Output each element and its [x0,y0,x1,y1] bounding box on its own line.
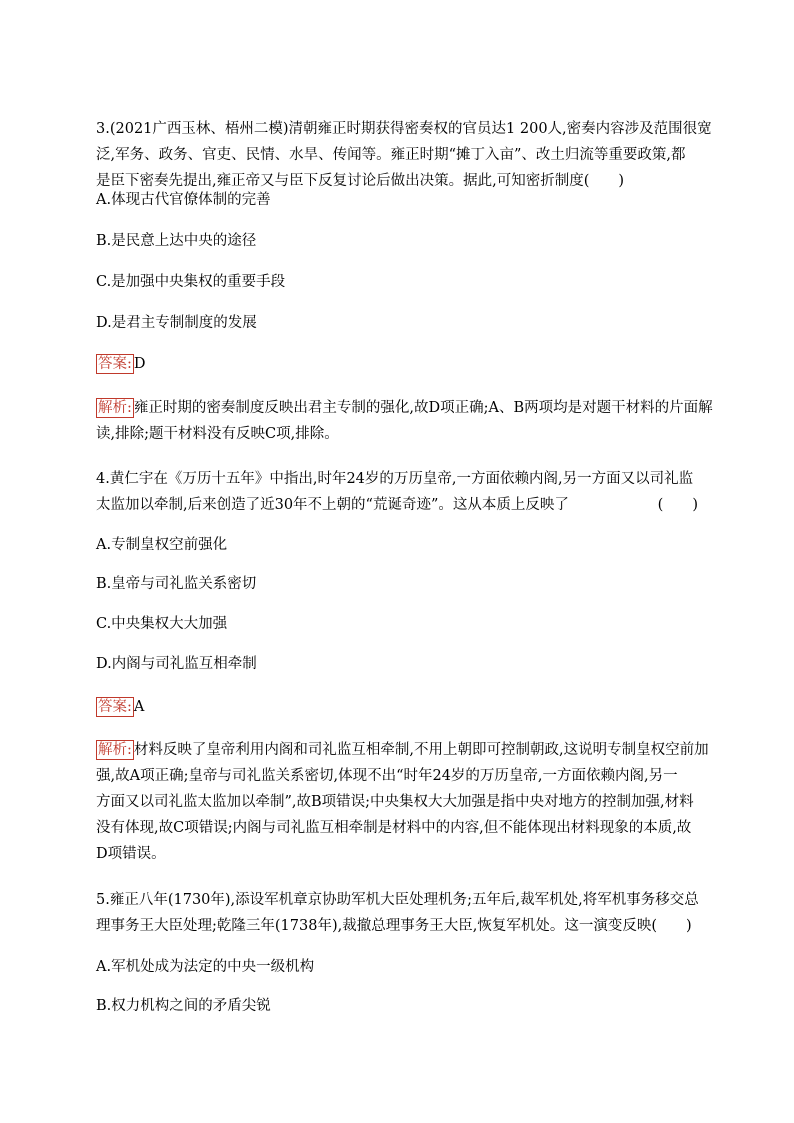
option-a: A.军机处成为法定的中央一级机构 [96,959,315,975]
answer-label: 答案: [98,699,132,715]
analysis-block [96,395,713,447]
stem-line: 是臣下密奏先提出,雍正帝又与臣下反复讨论后做出决策。据此,可知密折制度( ) [96,173,625,189]
stem-line: 5.雍正八年(1730年),添设军机章京协助军机大臣处理机务;五年后,裁军机处,将军机事务移交总 [96,892,699,908]
stem-line: 4.黄仁宇在《万历十五年》中指出,时年24岁的万历皇帝,一方面依赖内阁,另一方面又以司礼监 [96,471,694,487]
option-d: D.是君主专制制度的发展 [96,315,257,331]
analysis-line: 读,排除;题干材料没有反映C项,排除。 [96,426,339,442]
answer-row [96,694,698,720]
option-b: B.权力机构之间的矛盾尖锐 [96,998,271,1014]
analysis-label: 解析: [98,742,132,758]
stem-line: 理事务王大臣处理;乾隆三年(1738年),裁撤总理事务王大臣,恢复军机处。这一演变反映( ) [96,918,692,934]
option-c: C.中央集权大大加强 [96,616,228,632]
analysis-line: 强,故A项正确;皇帝与司礼监关系密切,体现不出“时年24岁的万历皇帝,一方面依赖内阁,另一 [96,768,678,784]
analysis-line: 解析: 材料反映了皇帝利用内阁和司礼监互相牵制,不用上朝即可控制朝政,这说明专制皇权空前加 [98,742,709,758]
analysis-line: 解析: 雍正时期的密奏制度反映出君主专制的强化,故D项正确;A、B两项均是对题干材料的片面解 [98,400,713,416]
question-3-stem [96,116,712,194]
option-a: A.专制皇权空前强化 [96,537,228,553]
analysis-block [96,737,709,867]
analysis-line: D项错误。 [96,846,166,862]
question-5-stem [96,887,698,939]
option-b: B.皇帝与司礼监关系密切 [96,576,257,592]
analysis-label: 解析: [98,400,132,416]
stem-line: 泛,军务、政务、官吏、民情、水旱、传闻等。雍正时期“摊丁入亩”、改土归流等重要政策,都 [96,147,686,163]
option-b: B.是民意上达中央的途径 [96,233,257,249]
stem-line: 3.(2021广西玉林、梧州二模)清朝雍正时期获得密奏权的官员达1 200人,密奏内容涉及范围很宽 [96,121,712,137]
analysis-line: 没有体现,故C项错误;内阁与司礼监互相牵制是材料中的内容,但不能体现出材料现象的本质,故 [96,820,692,836]
stem-line: 太监加以牵制,后来创造了近30年不上朝的“荒诞奇迹”。这从本质上反映了 ( ) [96,492,698,518]
question-4-stem [96,466,698,518]
answer-value: D [133,356,146,372]
option-a: A.体现古代官僚体制的完善 [96,192,271,208]
option-d: D.内阁与司礼监互相牵制 [96,656,257,672]
analysis-line: 方面又以司礼监太监加以牵制”,故B项错误;中央集权大大加强是指中央对地方的控制加强,材料 [96,794,694,810]
answer-label: 答案: [98,356,132,372]
answer-paren: ( ) [657,497,698,513]
answer-value: A [133,699,145,715]
answer-row [96,351,698,377]
option-c: C.是加强中央集权的重要手段 [96,274,286,290]
